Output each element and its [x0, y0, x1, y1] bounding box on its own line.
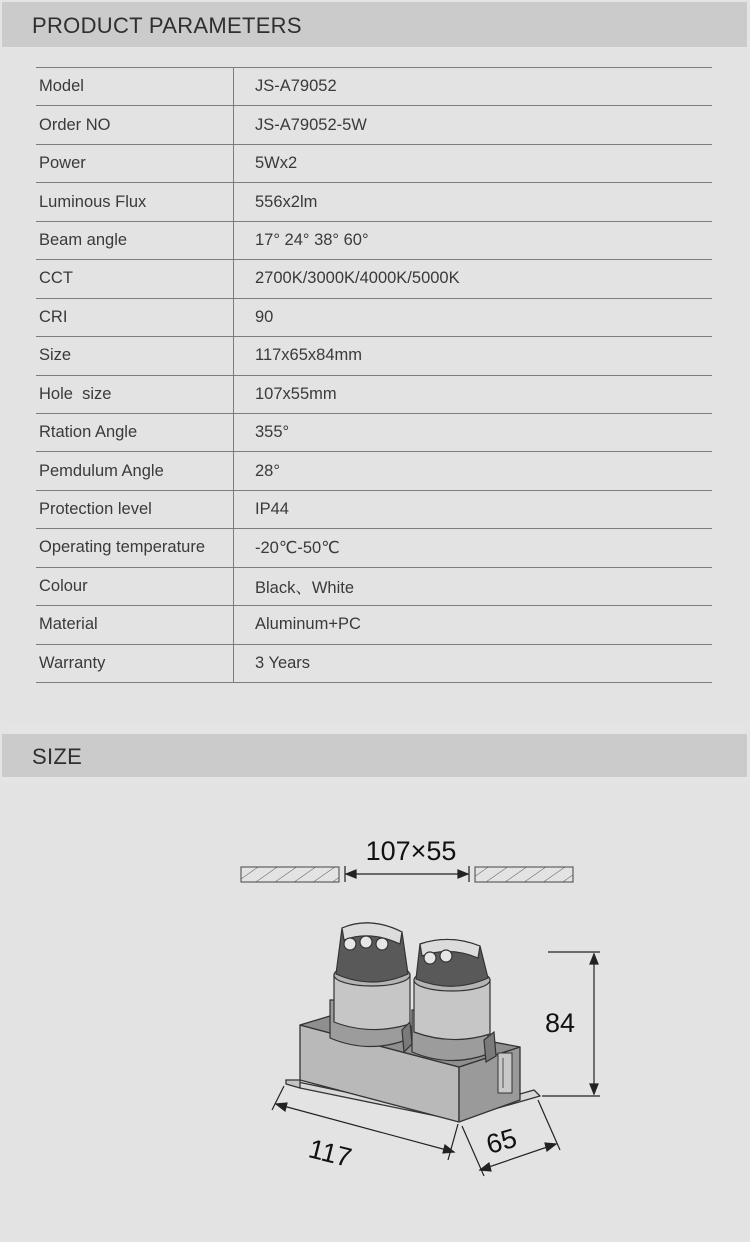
param-label: Luminous Flux [36, 183, 234, 221]
width-label: 65 [482, 1122, 521, 1160]
param-label: Hole size [36, 375, 234, 413]
param-label: Pemdulum Angle [36, 452, 234, 490]
ceiling-hatch-right [475, 867, 573, 882]
param-label: Model [36, 68, 234, 106]
height-label: 84 [544, 1008, 576, 1038]
param-label: CCT [36, 260, 234, 298]
param-label: Protection level [36, 490, 234, 528]
param-value: JS-A79052 [234, 68, 713, 106]
param-value: 355° [234, 413, 713, 451]
param-value: 5Wx2 [234, 144, 713, 182]
param-value: IP44 [234, 490, 713, 528]
param-label: Power [36, 144, 234, 182]
param-value: 28° [234, 452, 713, 490]
param-value: 3 Years [234, 644, 713, 682]
length-label: 117 [305, 1133, 355, 1174]
param-label: CRI [36, 298, 234, 336]
ceiling-hatch-left [241, 867, 339, 882]
param-value: Aluminum+PC [234, 606, 713, 644]
param-label: Operating temperature [36, 529, 234, 567]
param-value: 117x65x84mm [234, 337, 713, 375]
param-value: Black、White [234, 567, 713, 605]
param-label: Rtation Angle [36, 413, 234, 451]
param-label: Size [36, 337, 234, 375]
section-title: PRODUCT PARAMETERS [32, 13, 302, 38]
param-label: Material [36, 606, 234, 644]
param-label: Order NO [36, 106, 234, 144]
hole-size-label: 107×55 [365, 836, 457, 866]
lamp-head-right [412, 939, 496, 1062]
param-value: 107x55mm [234, 375, 713, 413]
param-value: 17° 24° 38° 60° [234, 221, 713, 259]
hole-dimension-arrow [345, 866, 469, 882]
param-value: JS-A79052-5W [234, 106, 713, 144]
param-value: -20℃-50℃ [234, 529, 713, 567]
section-title: SIZE [32, 744, 83, 769]
lamp-head-left [330, 923, 412, 1052]
param-label: Beam angle [36, 221, 234, 259]
param-value: 2700K/3000K/4000K/5000K [234, 260, 713, 298]
param-label: Colour [36, 567, 234, 605]
param-value: 556x2lm [234, 183, 713, 221]
param-label: Warranty [36, 644, 234, 682]
param-value: 90 [234, 298, 713, 336]
